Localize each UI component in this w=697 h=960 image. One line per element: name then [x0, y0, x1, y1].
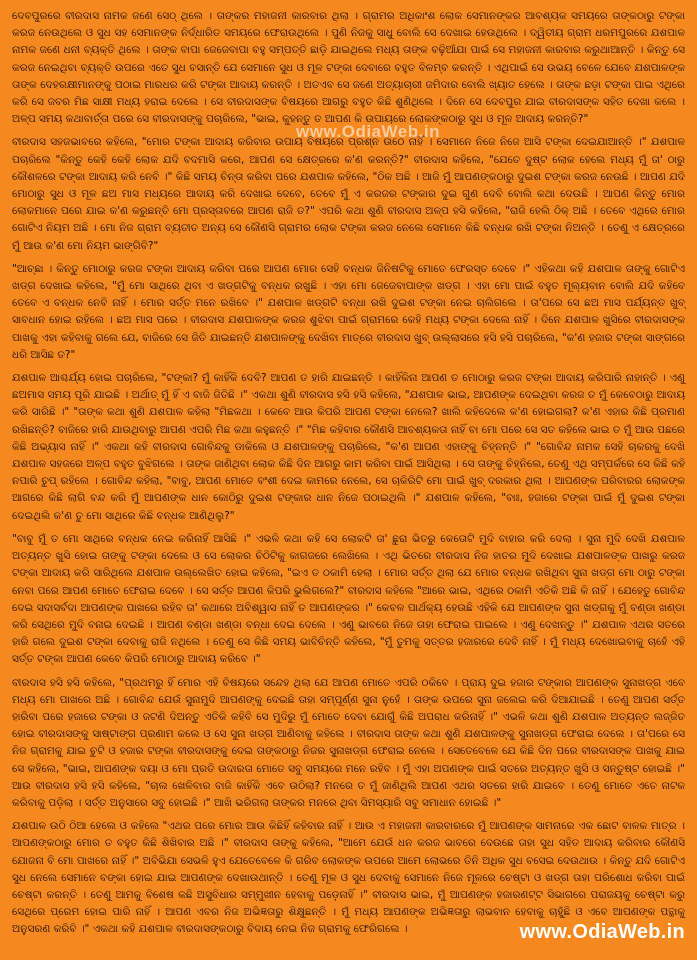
story-paragraph-1: ଦେବପୁରରେ ବୀରଦାସ ନାମକ ଜଣେ ସେଠ୍ ଥିଲେ । ତାଙ୍କର ମହାଜନୀ କାରବାର ଥିଲା । ଗ୍ରାମର ଅଧିକାଂଶ ଲୋକ ସେମାନଙ୍କର ଆବଶ୍ୟକ ସମୟରେ ତାଙ୍କଠାରୁ ଟଙ୍କା କରଜ ନେଉଥିଲେ ଓ ସୁଧ ସହ ସେମାନଙ୍କ ନିର୍ଦ୍ଧାରିତ ସମୟରେ ଫେରାଉଥିଲେ । ପୁଣି ନିଜକୁ ସାଧୁ ବୋଲି ସେ ଦେଖାଇ ହେଉଥିଲେ । ଦ୍ୱିତୀୟ ଗ୍ରାମ ଧରମପୁରରେ ଯଶପାଳ ନାମକ ଜଣେ ଧନୀ ବ୍ୟକ୍ତି ଥିଲେ । ତାଙ୍କ ବାପା ଜେଜେବାପା ବହୁ ସମ୍ପତ୍ତି ଛାଡ଼ି ଯାଇଥିଲେ ମଧ୍ୟ ତାଙ୍କ ବଢ଼ିଆଁଯା ପାଇଁ ସେ ମହାଜନୀ କାରବାର କରୁଥାଆନ୍ତି । କିନ୍ତୁ ସେ କରଜ ନେଇଥିବା ବ୍ୟକ୍ତି ଉପରେ ଏତେ ସୁଧ ବସାନ୍ତି ଯେ ସେମାନେ ସୁଧ ଓ ମୂଳ ଟଙ୍କା ଦେବାରେ ବହୁତ ବିଳମ୍ବ କରନ୍ତି । ଏଥିପାଇଁ ସେ ଉଭୟ ବେଳେ ଯେବେ ଯଶପାଳଙ୍କ ତାଙ୍କ ଦେହରକ୍ଷୀମାନଙ୍କୁ ପଠାଇ ମାରଧର କରି ଟଙ୍କା ଆଦାୟ କରନ୍ତି । ଅତଏବ ସେ ଜଣେ ଅତ୍ୟାଚାରୀ ଜମିଦାର ବୋଲି ଖ୍ୟାତ ହେଲେ । ତାଙ୍କ ଛଡ଼ା ଟଙ୍କା ପାଇ ଏଥିରେ କରି ସେ ଜବର ମିଛ ସାକ୍ଷୀ ମଧ୍ୟ ହରାଇ ଦେଲେ । ସେ ବୀରଦାସଙ୍କ ବିଷୟରେ ଆଗରୁ ବହୁତ କିଛି ଶୁଣିଥିଲେ । ଦିନେ ସେ ଦେବପୁର ଯାଇ ବୀରଦାସଙ୍କ ସହିତ ଦେଖା କଲେ । ଅଳ୍ପ ସମୟ କଥାବାର୍ତ୍ତା ପରେ ସେ ବୀରଦାସଙ୍କୁ ପଚାରିଲେ, "ଭାଇ, କୁହନ୍ତୁ ତ ଆପଣ କି ଉପାୟରେ ଲୋକଙ୍କଠାରୁ ସୁଧ ଓ ମୂଳ ଆଦାୟ କରନ୍ତି?" — [12, 10, 685, 126]
story-paragraph-3: "ଆଚ୍ଛା । କିନ୍ତୁ ମୋଠାରୁ କରଜ ଟଙ୍କା ଆଦାୟ କରିବା ପରେ ଆପଣ ମୋର ସେହି ବନ୍ଧକ ଜିନିଷଟିକୁ ମୋତେ ଫେରସ୍ତ ଦେବେ ।" ଏହିକଥା କହି ଯଶପାଳ ତାଙ୍କୁ ଗୋଟିଏ ଖଡ୍ଗ ଦେଖାଇ କହିଲେ, "ମୁଁ ମୋ ସାଥିରେ ଥିବା ଏ ଖଡ୍ଗଟିକୁ ବନ୍ଧକ ରଖୁଛି । ଏହା ମୋ ଜେଜେବାପାଙ୍କ ଖଡ୍ଗ । ଏହା ମୋ ପାଇଁ ବହୁତ ମୂଲ୍ୟବାନ ବୋଲି ଯଦି କହିବେ ତେବେ ଏ ବନ୍ଧକ ନେବି ନାହିଁ । ମୋର ସର୍ତ୍ତ ମନେ ରଖିବେ ।" ଯଶପାଳ ଖଡ୍ଗଟି ବନ୍ଧା ରଖି ଦୁଇଶ ଟଙ୍କା ନେଇ ଚାଲିଗଲେ । ତା'ପରେ ସେ ଛଅ ମାସ ପର୍ଯ୍ୟନ୍ତ ଖୁବ୍ ସାବଧାନ ହୋଇ ରହିଲେ । ଛଅ ମାସ ପରେ । ବୀରଦାସ ଯଶପାଳଙ୍କ କରଜ ଶୁଝିବା ପାଇଁ ଗ୍ରାମରେ କେହି ମଧ୍ୟ ଟଙ୍କା ଦେଲେ ନାହିଁ । ଦିନେ ଯଶପାଳ ଖୁସିରେ ବୀରଦାସଙ୍କ ପାଖକୁ ଏହା କହିବାକୁ ଗଲେ ଯେ, ବାଜିରେ ସେ ଜିତି ଯାଇଛନ୍ତି ଯଶପାଳଙ୍କୁ ଦେଖିବା ମାତ୍ରେ ବୀରଦାସ ଖୁବ୍ ଉଲ୍ଲାସରେ ହସି ହସି ପଚାରିଲେ, "କ'ଣ ହଜାର ଟଙ୍କା ସାଙ୍ଗରେ ଧରି ଆସିଛ ତ?" — [12, 262, 685, 361]
site-watermark: www.OdiaWeb.in — [296, 122, 440, 141]
story-paragraph-5: "ବାବୁ ମୁଁ ତ ମୋ ସାଥିରେ ବନ୍ଧକ ନେଇ କରିନାହିଁ ଆସିଛି ।" ଏଭଳି କଥା କହି ସେ ଲୋକଟି ତା' ଛୁରା ଭିତରୁ କେତୋଟି ମୁଦି ବାହାର କରି ଦେଲା । ସୁନା ମୁଦି ଦେଖି ଯଶପାଳ ଅତ୍ୟନ୍ତ ଖୁସି ହୋଇ ତାଙ୍କୁ ଟଙ୍କା ଦେଲେ ଓ ସେ ଲୋକର ଚିଠିଟିକୁ କାଗଜରେ ଲେଖିଲେ । ଏଥି ଭିତରେ ବୀରଦାସ ନିଜ ହାତର ମୁଦି ଦେଖାଇ ଯଶପାଳଙ୍କ ପାଖରୁ କରଜ ଟଙ୍କା ଆଦାୟ କରି ସାରିଥିଲେ ଯଶପାଳ ଉଲ୍ଲେଖିତ ହୋଇ କହିଲେ, "ଇଏ ତ ଠକାମି ହେଲା । ମୋର ସର୍ତ୍ତ ଥିଲା ଯେ ମୋର ବନ୍ଧକ ରଖିଥିବା ସୁନା ଖଡ୍ଗ ମୋ ଠାରୁ ଟଙ୍କା ନେବା ପରେ ଆପଣ ମୋତେ ଫେରାଇ ଦେବେ । ସେ ସର୍ତ୍ତ ଆପଣ କିପରି ଭୁଲିଗଲେ?" ବୀରଦାସ କହିଲେ "ଆରେ ଭାଇ, ଏଥିରେ ଠକାମି ଏତିକି ଅଛି କି ନାହିଁ । ଯେହେତୁ ଗୋବିନ୍ଦ ଦେଇ ସଦାସର୍ବଦା ଆପଣଙ୍କ ପାଖରେ ରହିବ ତା' କଥାରେ ଅବିଶ୍ୱାସ ନାହିଁ ତ ଆପଣଙ୍କର ।" କେବଳ ପାର୍ଥକ୍ୟ ହେଉଛି ଏହିକି ଯେ ଆପଣଙ୍କ ସୁନା ଖଡ୍ଗକୁ ମୁଁ ବଣ୍ଡା ଖଣ୍ଡା କରି ସେଥିରେ ମୁଦି ବନାଇ ଦେଇଛି । ଆପଣ ବଣ୍ଡା ଖଣ୍ଡା ବନ୍ଧା ଦେଇ ଦେଲେ । ଏଣୁ ଭାବରେ ନିଜେ ତାହା ଫେରାଇ ପାଇଲେ । ଏଣୁ ଦେଖନ୍ତୁ ।" ଯଶପାଳ ଏଥର ସତରେ ହାରି ଗଲେ ଦୁଇଶ ଟଙ୍କା ଦେବାକୁ ରାଜି ନଥିଲେ । ତେଣୁ ସେ କିଛି ସମୟ ଭାବିଚିନ୍ତି କହିଲେ, "ମୁଁ ତୁମକୁ ସତ୍ତର ହଜାରରେ ଦେବି ନାହିଁ । ମୁଁ ମଧ୍ୟ ଦେଖୋଇବାକୁ ଚାହେଁ ଏହି ସର୍ତ୍ତ ଟଙ୍କା ଆପଣ କେବେ କିପରି ମୋଠାରୁ ଆଦାୟ କରିବେ ।" — [12, 532, 685, 666]
story-paragraph-7: ଯଶପାଳ ଉଠି ଠିଆ ହେଲେ ଓ କହିଲେ "ଏଥର ପରେ ମୋର ଆଉ କିଛିହିଁ କହିବାର ନାହିଁ । ଆଉ ଏ ମହାଜନୀ କାରବାରରେ ମୁଁ ଆପଣଙ୍କ ସାମନାରେ ଏକ ଛୋଟ ବାଳକ ମାତ୍ର । ଆପଣଙ୍କଠାରୁ ମୋର ତ ବହୁତ କିଛି ଶିଖିବାର ଅଛି ।" ବୀରଦାସ ତାଙ୍କୁ କହିଲେ, "ଆମେ ଯେଉଁ ଧନ କରଜ ଭାବରେ ଦେଉଛେ ତାହା ସୁଧ ସହିତ ଆଦାୟ କରିବାର କୌଣସି ଯୋଜନା ବି ମୋ ପାଖରେ ନାହିଁ ।" ଅବିଭିଯା ସେଭଳି ହୁଏ ଯେତେବେଳେ କି ଗରିବ ଲୋକଙ୍କ ଉପରେ ଆମେ ଲୋଭରେ ତିନି ଅଧିକ ସୁଧ ବସେଇ ଦେଉଥାଉ । କିନ୍ତୁ ଯଦି ଗୋଟିଏ ସୁଧ ନେଲେ ସେମାନେ ବଙ୍କା ହୋଇ ଯାଇ ଆପଣଙ୍କ ଦେଖାଉଥାନ୍ତି । ତେଣୁ ମୂଳ ଓ ସୁଧ ଦେବାକୁ ସେମାନେ ନିଜେ ମୂଳରେ ଚେଷ୍ଟା ଓ ଖଡ୍ଗ ତାହା ପରିଶୋଧ କରିବା ପାଇଁ ଚେଷ୍ଟା କରନ୍ତି । ତେଣୁ ଆମକୁ ବିଶେଷ କଛି ଅସୁବିଧାର ସମ୍ମୁଖୀନ ହେବାକୁ ପଡ଼େନାହିଁ ।" ବୀରଦାସ ଭାଇ, ମୁଁ ଆପଣଙ୍କ ହଜାରଣଟ୍ଟ ସିଭାଗରେ ପରାଜୟକୁ ଚେଷ୍ଟା କରୁ ସେଥିରେ ପ୍ରେମ ହୋଇ ପାରି ନାହିଁ । ଆପଣ ଏବର ନିଜ ଅଭିଜ୍ଞତାରୁ ଶିକ୍ଷୁଛନ୍ତି । ମୁଁ ମଧ୍ୟ ଆପଣଙ୍କ ଅଭିଜ୍ଞତାରୁ ଲାଭବାନ ହେବାକୁ ଚାହୁଁଛି ଓ ଏବେ ଆପଣଙ୍କ ପନ୍ଥାକୁ ଅନୁସରଣ କରିବି ।" ଏକଥା କହି ଯଶପାଳ ବୀରଦାସଙ୍କଠାରୁ ବିଦାୟ ନେଇ ନିଜ ଗ୍ରାମକୁ ଫେରିଗଲେ । — [12, 820, 685, 936]
story-paragraph-6: ବୀରଦାସ ହସି ହସି କହିଲେ, "ପ୍ରଥମରୁ ହିଁ ମୋର ଏହି ବିଷୟରେ ସନ୍ଦେହ ଥିଲା ଯେ ଆପଣ ମୋତେ ଏପରି ଠକିବେ । ପ୍ରାୟ ଦୁଇ ହଜାର ଟଙ୍କାର ଆପଣଙ୍କ ସୁନାଖଡ୍ଗ ଏବେ ମଧ୍ୟ ମୋ ପାଖରେ ଅଛି । ଗୋବିନ୍ଦ ଯେଉଁ ସୁନାମୁଦି ଆପଣଙ୍କୁ ଦେଇଛି ତାହା ସମ୍ପୂର୍ଣ୍ଣ ସୁନା ନୁହେଁ । ତାଙ୍କ ଉପରେ ସୁନା ଜଲେଇ କରି ଦିଆଯାଇଛି । ତେଣୁ ଆପଣ ସର୍ତ୍ତ ହାରିବା ପରେ ହଜାରେ ଟଙ୍କା ଓ ଜଟଣି ଦିଅନ୍ତୁ ଏତିକି କହିବି ସେ ମୁଦିରୁ ମୁଁ ମୋତେ ଦେବା ଯୋଗୁଁ କିଛି ଅପରାଧ କରିନାହିଁ ।" ଏଭଳି କଥା ଶୁଣି ଯଶପାଳ ଅତ୍ୟନ୍ତ ଲଜ୍ଜିତ ହୋଇ ବୀରଦାସଙ୍କୁ ସାଷ୍ଟାଙ୍ଗ ପ୍ରଣାମ କଲେ ଓ ସେ ସୁନା ଖଡ୍ଗ ଆଣିବାକୁ କହିଲେ । ବୀରଦାସ ତାଙ୍କ କଥା ଶୁଣି ଯଶପାଳଙ୍କୁ ସୁନାଖଡ୍ଗ ଫେରାଇ ଦେଲେ । ତା'ପରେ ସେ ନିଜ ଗ୍ରାମକୁ ଯାଇ ଚୁଟି ଓ ହଜାର ଟଙ୍କା ବୀରଦାସଙ୍କୁ ଦେଇ ତାଙ୍କଠାରୁ ନିଜର ସୁନାଖଡ୍ଗ ଫେରାଇ ନେଲେ । ସେତେବେଳେ ଯେ କିଛି ଦିନ ପରେ ବୀରଦାସଙ୍କ ପାଖକୁ ଯାଇ ସେ କହିଲେ, "ଭାଇ, ଆପଣଙ୍କ ଦୟା ଓ ମୋ ପ୍ରତି ଉଦାରତା ମୋତେ ସବୁ ସମୟରେ ମନେ ରହିବ । ମୁଁ ଏହା ଅପଣଙ୍କ ପାଇଁ ସତରେ ଅତ୍ୟନ୍ତ ଖୁସି ଓ ସନ୍ତୁଷ୍ଟ ହୋଇଛି ।" ଆଉ ବୀରଦାସ ହସି ହସି କହିଲେ, "ଚାଲ ଖେଳିବାର ବାଜି କାହିଁକି ଏବେ ଉଠିଲା? ମନରେ ତ ମୁଁ ଜାଣିଥିଲି ଆପଣ ଏଥର ସତରେ ହାରି ଯାଇବେ । ତେଣୁ ମୋତେ ଏତେ ନାଟକ କରିବାକୁ ପଡ଼ିଲା । ସର୍ତ୍ତ ଅନୁସାରେ ସବୁ ହୋଇଛି ।" ଆଖି ଭରିଗଲା ତାଙ୍କର ମନରେ ଥିବା ସିମସ୍ୟାରି ସବୁ ସମାଧାନ ହୋଇଛି ।" — [12, 676, 685, 809]
story-paragraph-2: ବୀରଦାସ ସହଜଭାବରେ କହିଲେ, "ମୋର ଟଙ୍କା ଆଦାୟ କରିବାର ଉପାୟ ବିଷୟରେ ପ୍ରଶ୍ନ ଉଠେ ନାହିଁ । ସେମାନେ ନିଜେ ନିଜେ ଆସି ଟଙ୍କା ଦେଇଯାଆନ୍ତି ।" ଯଶପାଳ ପଚାରିଲେ "କିନ୍ତୁ କେହି କେହି ଲୋକ ଯଦି ବଦମାସି କରେ, ଆପଣ ସେ କ୍ଷେତ୍ରରେ କ'ଣ କରନ୍ତି?" ବୀରଦାସ କହିଲେ, "ଯେତେ ଦୁଷ୍ଟ ଲୋକ ହେଲେ ମଧ୍ୟ ମୁଁ ତା' ଠାରୁ କୌଶଳରେ ଟଙ୍କା ଆଦାୟ କରି ନେବି ।" କିଛି ସମୟ ଚିନ୍ତା କରିବା ପରେ ଯଶପାଳ କହିଲେ, "ଠିକ ଅଛି । ଆଜି ମୁଁ ଆପଣଙ୍କଠାରୁ ଦୁଇଶ ଟଙ୍କା କରଜ ନେଉଛି । ଆପଣ ଯଦି ମୋଠାରୁ ସୁଧ ଓ ମୂଳ ଛଅ ମାସ ମଧ୍ୟରେ ଆଦାୟ କରି ଦେଖାଇ ଦେବେ, ତେବେ ମୁଁ ଏ କରଜର ଟଙ୍କାର ଦୁଇ ଗୁଣ ଦେବି ବୋଲି କଥା ଦେଉଛି । ଆପଣ କିନ୍ତୁ ମୋର ଲୋକମାନେ ପରେ ଯାଇ କ'ଣ କରୁଛନ୍ତି ମୋ ପ୍ରସ୍ତାବରେ ଆପଣ ରାଜି ତ?" ଏପରି କଥା ଶୁଣି ବୀରଦାସ ଅଳ୍ପ ହସି କହିଲେ, "ରାଜି ହେଲି ଠିକ୍ ଅଛି । ତେବେ ଏଥିରେ ମୋର ଗୋଟିଏ ନିୟମ ଅଛି । ମୋ ନିଜ ଗ୍ରାମ ବ୍ୟତୀତ ଅନ୍ୟ ସେ କୌଣସି ଗ୍ରାମର ଲୋକ ଟଙ୍କା କରଜ ନେଲେ ସେମାନେ କିଛି ବନ୍ଧକ ରଖି ଟଙ୍କା ନିଅନ୍ତି । ତେଣୁ ଏ କ୍ଷେତ୍ରରେ ମୁଁ ଆଉ କ'ଣ ମୋ ନିୟମ ଭାଙ୍ଗିବି?" — [12, 136, 685, 252]
story-paragraph-4: ଯଶପାଳ ଆଶ୍ଚର୍ଯ୍ୟ ହୋଇ ପଚାରିଲେ, "ଟଙ୍କା? ମୁଁ କାହିଁକି ଦେବି? ଆପଣ ତ ହାରି ଯାଇଛନ୍ତି । କାହିଁକିନା ଆପଣ ତ ମୋଠାରୁ କରଜ ଟଙ୍କା ଆଦାୟ କରିପାରି ନାହାନ୍ତି । ଏଣୁ ଛଅମାସ ସମୟ ପୂରି ଯାଇଛି । ଅର୍ଥାତ୍ ମୁଁ ହିଁ ଏ ବାଜି ଜିତିଛି ।" ଏକଥା ଶୁଣି ବୀରଦାସ ହସି ହସି କହିଲେ, "ଯଶପାଳ ଭାଇ, ଆପଣଙ୍କ ଦେଇଥିବା କରଜ ତ ମୁଁ କେବେଠାରୁ ଆଦାୟ କରି ସାରିଛି ।" "ତାଙ୍କ କଥା ଶୁଣି ଯଶପାଳ କହିଲା "ମିଛକଥା । କେବେ ଆଉ କିପରି ଆପଣ ଟଙ୍କା ନେଲେ? ଖାଲି କହିଦେଲେ କ'ଣ ହୋଇଗଲା? କ'ଣ ଏହାର କିଛି ପ୍ରମାଣ ରଖିଛନ୍ତି? ବାଜିରେ ହାରି ଯାଉଥିବାରୁ ଆପଣ ଏପରି ମିଛ କଥା କହୁଛନ୍ତି ।" "ମିଛ କହିବାର କୌଣସି ଆବଶ୍ୟକତା ନାହିଁ ବା ମୋ ପରେ ସେ ସତ କହିଲେ ଭାଇ ତ ମୁଁ ଆଉ ପଛରେ କିଛି ଅଭ୍ୟାସ ନାହିଁ ।" ଏକଥା କହି ବୀରଦାସ ଗୋବିନ୍ଦକୁ ଡାକିଲେ ଓ ଯଶପାଳଙ୍କୁ ପଚାରିଲେ, "କ'ଣ ଆପଣ ଏହାଙ୍କୁ ଚିହ୍ନନ୍ତି ।" "ଗୋବିନ୍ଦ ନାମକ ସେହି ଚାକରକୁ ଦେଖି ଯଶପାଳ ସହଜରେ ଅଳ୍ପ ବହୁତ ବୁଝିଗଲେ । ତାଙ୍କ ଜାଣିଥିବା ଲୋକ କିଛି ଦିନ ଆଗରୁ କାମ କରିବା ପାଇଁ ଆସିଥିଲା । ସେ ତାଙ୍କୁ ଚିହ୍ନିଲେ, ତେଣୁ ଏଥି ସମ୍ପର୍କରେ ସେ କିଛି କହି ନପାରି ଚୁପ୍ ରହିଲେ । ଗୋବିନ୍ଦ କହିଲା, "ବାବୁ, ଆପଣ ମୋତେ ବଂଶୀ ଦେଇ କାମରେ ନେଲେ, ସେ ଚାକିରିଟି ମୋ ପାଇଁ ଖୁବ୍ ଦରକାର ଥିଲା । ଆପଣଙ୍କ ପରିବାରର ଲୋକଙ୍କ ଆଗରେ କିଛି ଲାଗି ବନ୍ଦ କରି ମୁଁ ଆପଣଙ୍କ ଧାନ କୋଠିରୁ ଦୁଇଶ ଟଙ୍କାର ଧାନ ନିଜେ ପଠାଇଥିଲି ।" ଯଶପାଳ କହିଲେ, "ବାଃ, ହଜାରେ ଟଙ୍କା ପାଇଁ ମୁଁ ଦୁଇଶ ଟଙ୍କା ଦେଇଥିଲି କ'ଣ ତୁ ମୋ ସାଥିରେ କିଛି ବନ୍ଧକ ଆଣିଥିଲୁ?" — [12, 372, 685, 522]
site-brand-footer[interactable]: www.OdiaWeb.in — [519, 921, 685, 943]
